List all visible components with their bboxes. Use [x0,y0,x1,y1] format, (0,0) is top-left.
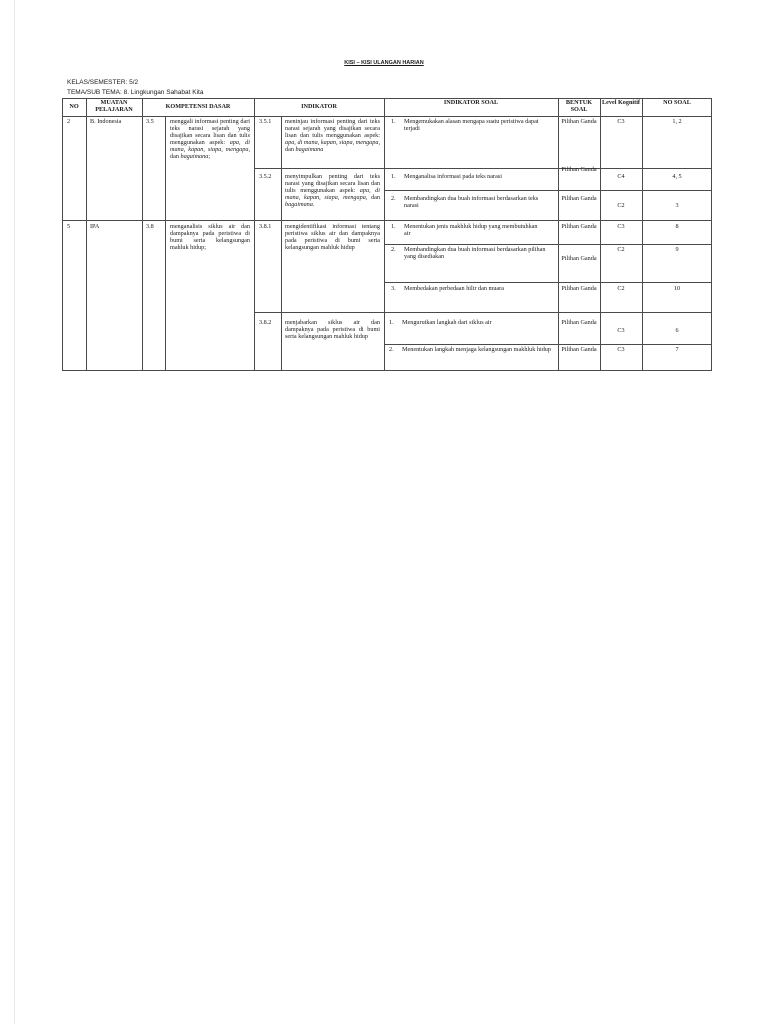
header-bentuk-soal: BENTUK SOAL [565,99,593,113]
header-no: NO [69,103,79,110]
soal-text: Menentukan langkah menjaga kelangsungan makhluk hidup [402,346,551,353]
no-soal: 10 [673,285,681,292]
muatan-pelajaran: B. Indonesia [90,118,122,125]
level-kognitif: C3 [617,327,625,334]
header-no-soal: NO SOAL [663,99,691,106]
level-kognitif: C3 [617,223,625,230]
kd-number: 3.8 [146,223,154,230]
no-soal: 9 [675,246,679,253]
row-number: 2 [67,118,71,125]
soal-text: Menentukan jenis makhluk hidup yang membutuhkan air [404,223,538,238]
bentuk-soal: Pilihan Ganda [561,255,597,262]
indikator-number: 3.5.2 [259,173,272,180]
soal-number: 2. [391,195,396,202]
bentuk-soal: Pilihan Ganda [561,118,597,125]
soal-text: Mengurutkan langkah dari siklus air [402,319,492,326]
indikator-number: 3.8.1 [259,223,272,230]
soal-number: 1. [389,319,394,326]
kelas-semester: KELAS/SEMESTER: 5/2 [67,79,139,86]
header-level-kognitif: Level Kognitif [602,99,640,106]
bentuk-soal: Pilihan Ganda [561,285,597,292]
level-kognitif: C2 [617,246,625,253]
level-kognitif: C2 [617,285,625,292]
kd-number: 3.5 [146,118,154,125]
header-kompetensi-dasar: KOMPETENSI DASAR [165,103,231,110]
page-edge [14,0,15,1024]
row-number: 5 [67,223,71,230]
level-kognitif: C3 [617,346,625,353]
no-soal: 7 [675,346,679,353]
no-soal: 1, 2 [672,118,682,125]
soal-text: Menganalisa informasi pada teks narasi [404,173,502,180]
soal-number: 3. [391,285,396,292]
header-indikator: INDIKATOR [301,103,337,110]
bentuk-soal: Pilihan Ganda [561,223,597,230]
level-kognitif: C4 [617,173,625,180]
document-title: KISI – KISI ULANGAN HARIAN [344,60,424,66]
tema-subtema: TEMA/SUB TEMA: 8. Lingkungan Sahabat Kita [67,89,204,96]
soal-number: 1. [391,173,396,180]
soal-text: Mengemukakan alasan mengapa suatu peristiwa dapat terjadi [404,118,539,133]
soal-text: Membedakan perbedaan hilir dan muara [404,285,504,292]
soal-text: Membandingkan dua buah informasi berdasarkan pilihan yang disediakan [404,246,546,261]
muatan-pelajaran: IPA [90,223,100,230]
no-soal: 6 [675,327,679,334]
bentuk-soal: Pilihan Ganda [561,319,597,326]
indikator-text: menjabarkan siklus air dan dampaknya pada peristiwa di bumi serta kelangsungan mahluk hidup [285,319,380,341]
kd-text: menggali informasi penting dari teks narasi sejarah yang disajikan secara lisan dan tulis menggunakan aspek: apa, di mana, kapan, siapa, mengapa, dan bagaimana; [170,118,250,161]
no-soal: 8 [675,223,679,230]
indikator-number: 3.8.2 [259,319,272,326]
bentuk-soal: Pilihan Ganda [561,346,597,353]
soal-number: 2. [389,346,394,353]
no-soal: 4, 5 [672,173,682,180]
level-kognitif: C3 [617,118,625,125]
no-soal: 3 [675,202,679,209]
bentuk-soal: Pilihan Ganda [561,195,597,202]
level-kognitif: C2 [617,202,625,209]
soal-text: Membandingkan dua buah informasi berdasarkan teks narasi [404,195,539,210]
bentuk-soal: Pilihan Ganda [561,166,597,173]
header-indikator-soal: INDIKATOR SOAL [443,99,499,106]
indikator-number: 3.5.1 [259,118,272,125]
soal-number: 2. [391,246,396,253]
header-muatan: MUATAN PELAJARAN [95,99,133,113]
kd-text: menganalisis siklus air dan dampaknya pada peristiwa di bumi serta kelangsungan mahluk hidup; [170,223,250,252]
soal-number: 1. [391,118,396,125]
indikator-text: mengidentifikasi informasi tentang peristiwa siklus air dan dampaknya pada peristiwa di bumi serta kelangsungan mahluk hidup [285,223,380,252]
soal-number: 1. [391,223,396,230]
indikator-text: menyimpulkan penting dari teks narasi yang disajikan secara lisan dan tulis menggunakan aspek: apa, di mana, kapan, siapa, mengapa, dan bagaimana. [285,173,381,209]
indikator-text: meninjau informasi penting dari teks narasi sejarah yang disajikan secara lisan dan tulis menggunakan aspek: apa, di mana, kapan, siapa, mengapa, dan bagaimana [285,118,380,154]
